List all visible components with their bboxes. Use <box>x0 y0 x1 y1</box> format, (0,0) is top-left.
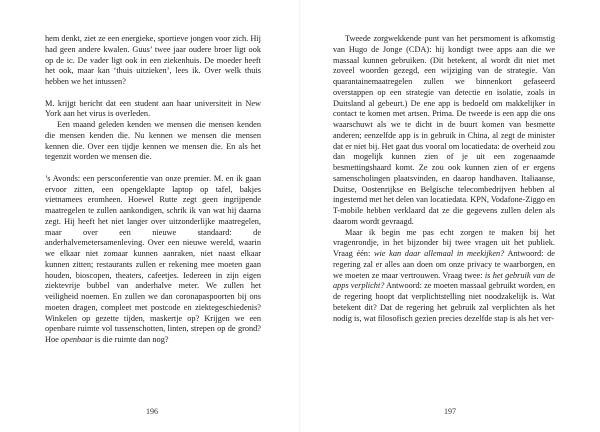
paragraph-text: Maar ik begin me pas echt zorgen te maken bij het vragenrondje, in het bijzonder bij twee vragen uit het publiek. Vraag één: <box>333 227 555 258</box>
page-number: 197 <box>444 407 456 416</box>
question-one: wie kan daar allemaal in meekijken? <box>373 249 505 258</box>
page-number: 196 <box>146 407 158 416</box>
right-page <box>300 0 600 432</box>
paragraph <box>333 228 555 325</box>
right-page-text <box>333 34 555 324</box>
paragraph-text: Antwoord: de regering zal er alles aan doen om onze privacy te waarborgen, en we moeten ze maar vertrouwen. Vraag twee: <box>333 249 555 280</box>
question-two: is het gebruik van de apps verplicht? <box>333 270 555 291</box>
paragraph: Tweede zorgwekkende punt van het persmoment is afkomstig van Hugo de Jonge (CDA): hij kondigt twee apps aan die we massaal kunnen gebruiken. (Dit betekent, al wordt dit niet met zoveel woorden gezegd, een wijziging van de strategie. Van quarantainemaatregelen zullen we binnenkort gefaseerd overstappen op een strategie van detectie en isolatie, zoals in Duitsland al gebeurt.) De ene app is bedoeld om makkelijker in contact te komen met artsen. Prima. De tweede is een app die ons waarschuwt als we te dicht in de buurt komen van besmette anderen; eenzelfde app is in gebruik in China, al zegt de minister dat er niet bij. Het gaat dus vooral om locatiedata: de overheid zou dan mogelijk kunnen zien of je uit een zogenaamde besmettingshaard komt. Ze zou ook kunnen zien of er ergens samenscholingen plaatsvinden, en daarop handhaven. Italiaanse, Duitse, Oostenrijkse en Belgische telecombedrijven hebben al ingestemd met het delen van locatiedata. KPN, Vodafone-Ziggo en T-mobile hebben verklaard dat ze die gegevens zullen delen als daarom wordt gevraagd. <box>333 34 555 226</box>
paragraph-text: Antwoord: ze moeten massaal gebruikt worden, en de regering hoopt dat verplichtstelling niet noodzakelijk is. Wat betekent dit? Dat de regering het gebruik zal verplichten als het nodig is, wat filosofisch gezien precies dezelfde stap is als het ver- <box>333 281 556 323</box>
paragraph-text: is die ruimte dan nog? <box>92 335 169 344</box>
section-break <box>45 88 261 99</box>
left-page-text <box>45 34 261 346</box>
paragraph: hem denkt, ziet ze een energieke, sportieve jongen voor zich. Hij had geen andere kwalen. Guus’ twee jaar oudere broer ligt ook op de ic. De vader ligt ook in een ziekenhuis. De moeder heeft het ook, maar kan ‘thuis uitzieken’, lees ik. Over welk thuis hebben we het intussen? <box>45 34 261 86</box>
paragraph: M. krijgt bericht dat een student aan haar universiteit in New York aan het virus is overleden. <box>45 98 261 119</box>
paragraph-text: ’s Avonds: een persconferentie van onze premier. M. en ik gaan ervoor zitten, een opengeklapte laptop op tafel, bakjes vietnamees eromheen. Hoewel Rutte zegt geen ingrijpende maatregelen te zullen aankondigen, schrik ik van wat hij daarna zegt. Hij heeft het niet langer over uitzonderlijke maatregelen, maar over een nieuwe standaard: de anderhalvemetersamenleving. Over een nieuwe wereld, waarin we elkaar niet zomaar kunnen aanraken, niet naast elkaar kunnen zitten; restaurants zullen er rekening mee moeten gaan houden, bioscopen, theaters, cafeetjes. Iedereen in zijn eigen ziektevrije bubbel van anderhalve meter. We zullen het veiligheid noemen. En zullen we dan coronapaspoorten bij ons moeten dragen, compleet met postcode en ziektegeschiedenis? Winkelen op gezette tijden, maskertje op? Krijgen we een openbare ruimte vol tussenschotten, linten, strepen op de grond? Hoe <box>45 173 261 344</box>
section-break <box>45 163 261 174</box>
paragraph <box>45 174 261 346</box>
paragraph: Een maand geleden kenden we mensen die mensen kenden die mensen kenden die. Nu kennen we mensen die mensen kennen die. Over een tijdje kennen we mensen die. En als het tegenzit worden we mensen die. <box>45 120 261 162</box>
emphasis: openbaar <box>60 335 93 344</box>
